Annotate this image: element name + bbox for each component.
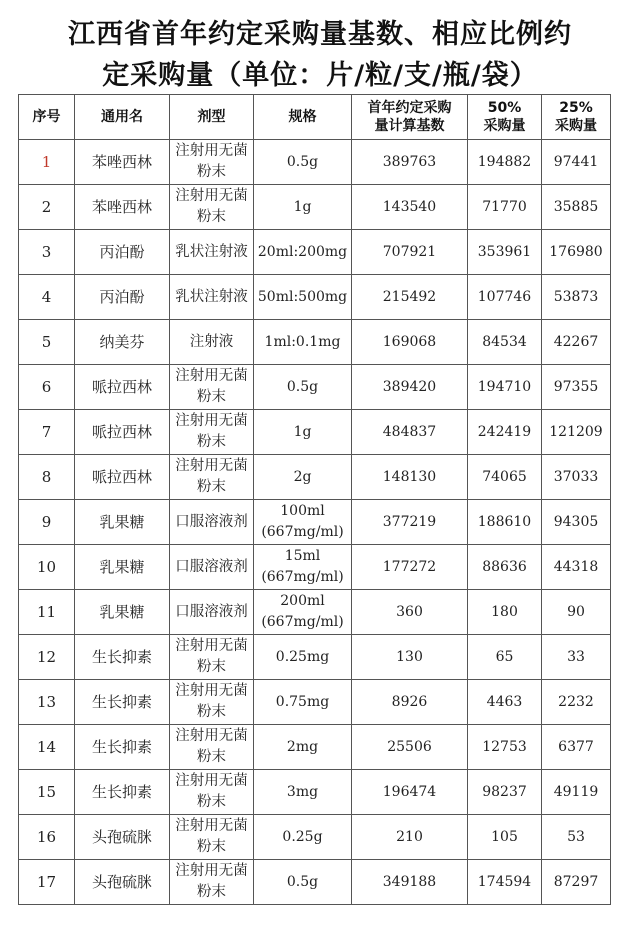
table-row [19,185,611,230]
cell-generic-name: 丙泊酚 [75,275,170,320]
cell-50-percent: 194710 [468,365,542,410]
cell-25-percent: 97355 [542,365,611,410]
cell-base-quantity: 143540 [352,185,468,230]
cell-base-quantity: 25506 [352,725,468,770]
header-25-line2: 采购量 [555,118,597,134]
cell-index: 17 [19,860,75,905]
table-row [19,725,611,770]
cell-specification: 15ml (667mg/ml) [254,545,352,590]
cell-generic-name: 哌拉西林 [75,410,170,455]
cell-50-percent: 4463 [468,680,542,725]
header-specification: 规格 [254,95,352,140]
cell-generic-name: 乳果糖 [75,545,170,590]
cell-specification: 0.5g [254,140,352,185]
cell-50-percent: 194882 [468,140,542,185]
cell-dosage-form: 注射用无菌粉末 [170,185,254,230]
cell-25-percent: 35885 [542,185,611,230]
cell-25-percent: 176980 [542,230,611,275]
table-row [19,500,611,545]
header-index: 序号 [19,95,75,140]
cell-dosage-form: 注射用无菌粉末 [170,815,254,860]
cell-base-quantity: 169068 [352,320,468,365]
cell-dosage-form: 乳状注射液 [170,230,254,275]
cell-base-quantity: 8926 [352,680,468,725]
cell-generic-name: 头孢硫脒 [75,860,170,905]
header-base-line2: 量计算基数 [374,118,445,134]
cell-25-percent: 53873 [542,275,611,320]
cell-index: 14 [19,725,75,770]
cell-index: 1 [19,140,75,185]
cell-50-percent: 188610 [468,500,542,545]
cell-specification: 2g [254,455,352,500]
cell-50-percent: 98237 [468,770,542,815]
cell-50-percent: 242419 [468,410,542,455]
cell-index: 7 [19,410,75,455]
table-row [19,275,611,320]
table-row [19,545,611,590]
cell-generic-name: 哌拉西林 [75,365,170,410]
cell-25-percent: 44318 [542,545,611,590]
cell-specification: 2mg [254,725,352,770]
cell-base-quantity: 484837 [352,410,468,455]
table-row [19,860,611,905]
table-row [19,590,611,635]
table-header-row [19,95,611,140]
cell-specification: 0.25mg [254,635,352,680]
cell-index: 11 [19,590,75,635]
table-row [19,140,611,185]
cell-index: 16 [19,815,75,860]
table-row [19,365,611,410]
cell-generic-name: 乳果糖 [75,500,170,545]
header-25-percent [542,95,611,140]
cell-25-percent: 49119 [542,770,611,815]
cell-index: 10 [19,545,75,590]
header-generic-name: 通用名 [75,95,170,140]
table-row [19,815,611,860]
cell-50-percent: 180 [468,590,542,635]
cell-25-percent: 94305 [542,500,611,545]
table-row [19,410,611,455]
cell-base-quantity: 130 [352,635,468,680]
cell-25-percent: 2232 [542,680,611,725]
cell-index: 5 [19,320,75,365]
cell-generic-name: 丙泊酚 [75,230,170,275]
cell-dosage-form: 注射用无菌粉末 [170,680,254,725]
cell-50-percent: 88636 [468,545,542,590]
table-row [19,455,611,500]
cell-base-quantity: 177272 [352,545,468,590]
cell-25-percent: 42267 [542,320,611,365]
cell-specification: 1ml:0.1mg [254,320,352,365]
cell-base-quantity: 215492 [352,275,468,320]
cell-index: 4 [19,275,75,320]
cell-generic-name: 纳美芬 [75,320,170,365]
cell-specification: 0.5g [254,365,352,410]
cell-25-percent: 97441 [542,140,611,185]
cell-generic-name: 生长抑素 [75,635,170,680]
cell-25-percent: 6377 [542,725,611,770]
cell-generic-name: 生长抑素 [75,725,170,770]
cell-specification: 1g [254,185,352,230]
cell-50-percent: 74065 [468,455,542,500]
cell-generic-name: 苯唑西林 [75,185,170,230]
cell-specification: 50ml:500mg [254,275,352,320]
cell-generic-name: 生长抑素 [75,770,170,815]
cell-specification: 0.25g [254,815,352,860]
cell-25-percent: 90 [542,590,611,635]
cell-25-percent: 87297 [542,860,611,905]
cell-specification: 200ml (667mg/ml) [254,590,352,635]
cell-dosage-form: 注射用无菌粉末 [170,455,254,500]
cell-dosage-form: 乳状注射液 [170,275,254,320]
cell-specification: 20ml:200mg [254,230,352,275]
cell-index: 6 [19,365,75,410]
cell-specification: 0.5g [254,860,352,905]
header-base-quantity [352,95,468,140]
cell-generic-name: 头孢硫脒 [75,815,170,860]
cell-50-percent: 353961 [468,230,542,275]
cell-base-quantity: 377219 [352,500,468,545]
cell-dosage-form: 口服溶液剂 [170,590,254,635]
document-title-line2: 定采购量（单位：片/粒/支/瓶/袋） [102,60,538,91]
cell-generic-name: 生长抑素 [75,680,170,725]
cell-specification: 100ml (667mg/ml) [254,500,352,545]
cell-generic-name: 苯唑西林 [75,140,170,185]
header-50-line2: 采购量 [483,118,526,134]
cell-base-quantity: 196474 [352,770,468,815]
cell-dosage-form: 注射用无菌粉末 [170,635,254,680]
cell-base-quantity: 707921 [352,230,468,275]
cell-25-percent: 37033 [542,455,611,500]
cell-50-percent: 84534 [468,320,542,365]
cell-50-percent: 71770 [468,185,542,230]
table-row [19,320,611,365]
cell-dosage-form: 注射液 [170,320,254,365]
cell-base-quantity: 210 [352,815,468,860]
cell-base-quantity: 360 [352,590,468,635]
cell-index: 12 [19,635,75,680]
table-row [19,635,611,680]
cell-50-percent: 12753 [468,725,542,770]
cell-specification: 0.75mg [254,680,352,725]
cell-base-quantity: 389763 [352,140,468,185]
table-row [19,770,611,815]
cell-index: 13 [19,680,75,725]
cell-index: 9 [19,500,75,545]
header-dosage-form: 剂型 [170,95,254,140]
cell-50-percent: 65 [468,635,542,680]
header-25-line1: 25% [559,100,593,116]
cell-specification: 3mg [254,770,352,815]
cell-50-percent: 174594 [468,860,542,905]
cell-dosage-form: 口服溶液剂 [170,545,254,590]
table-row [19,680,611,725]
document-title-line1: 江西省首年约定采购量基数、相应比例约 [68,19,572,50]
cell-dosage-form: 注射用无菌粉末 [170,140,254,185]
header-base-line1: 首年约定采购 [367,100,452,116]
cell-index: 8 [19,455,75,500]
procurement-table [18,94,611,905]
cell-base-quantity: 148130 [352,455,468,500]
cell-dosage-form: 注射用无菌粉末 [170,410,254,455]
header-50-line1: 50% [487,100,522,116]
cell-dosage-form: 注射用无菌粉末 [170,365,254,410]
header-50-percent [468,95,542,140]
cell-index: 3 [19,230,75,275]
cell-specification: 1g [254,410,352,455]
cell-50-percent: 107746 [468,275,542,320]
cell-dosage-form: 口服溶液剂 [170,500,254,545]
cell-25-percent: 33 [542,635,611,680]
cell-dosage-form: 注射用无菌粉末 [170,725,254,770]
cell-index: 2 [19,185,75,230]
cell-base-quantity: 389420 [352,365,468,410]
cell-50-percent: 105 [468,815,542,860]
cell-25-percent: 53 [542,815,611,860]
cell-base-quantity: 349188 [352,860,468,905]
table-body [19,140,611,905]
cell-generic-name: 哌拉西林 [75,455,170,500]
cell-index: 15 [19,770,75,815]
cell-dosage-form: 注射用无菌粉末 [170,860,254,905]
cell-generic-name: 乳果糖 [75,590,170,635]
table-row [19,230,611,275]
cell-25-percent: 121209 [542,410,611,455]
cell-dosage-form: 注射用无菌粉末 [170,770,254,815]
